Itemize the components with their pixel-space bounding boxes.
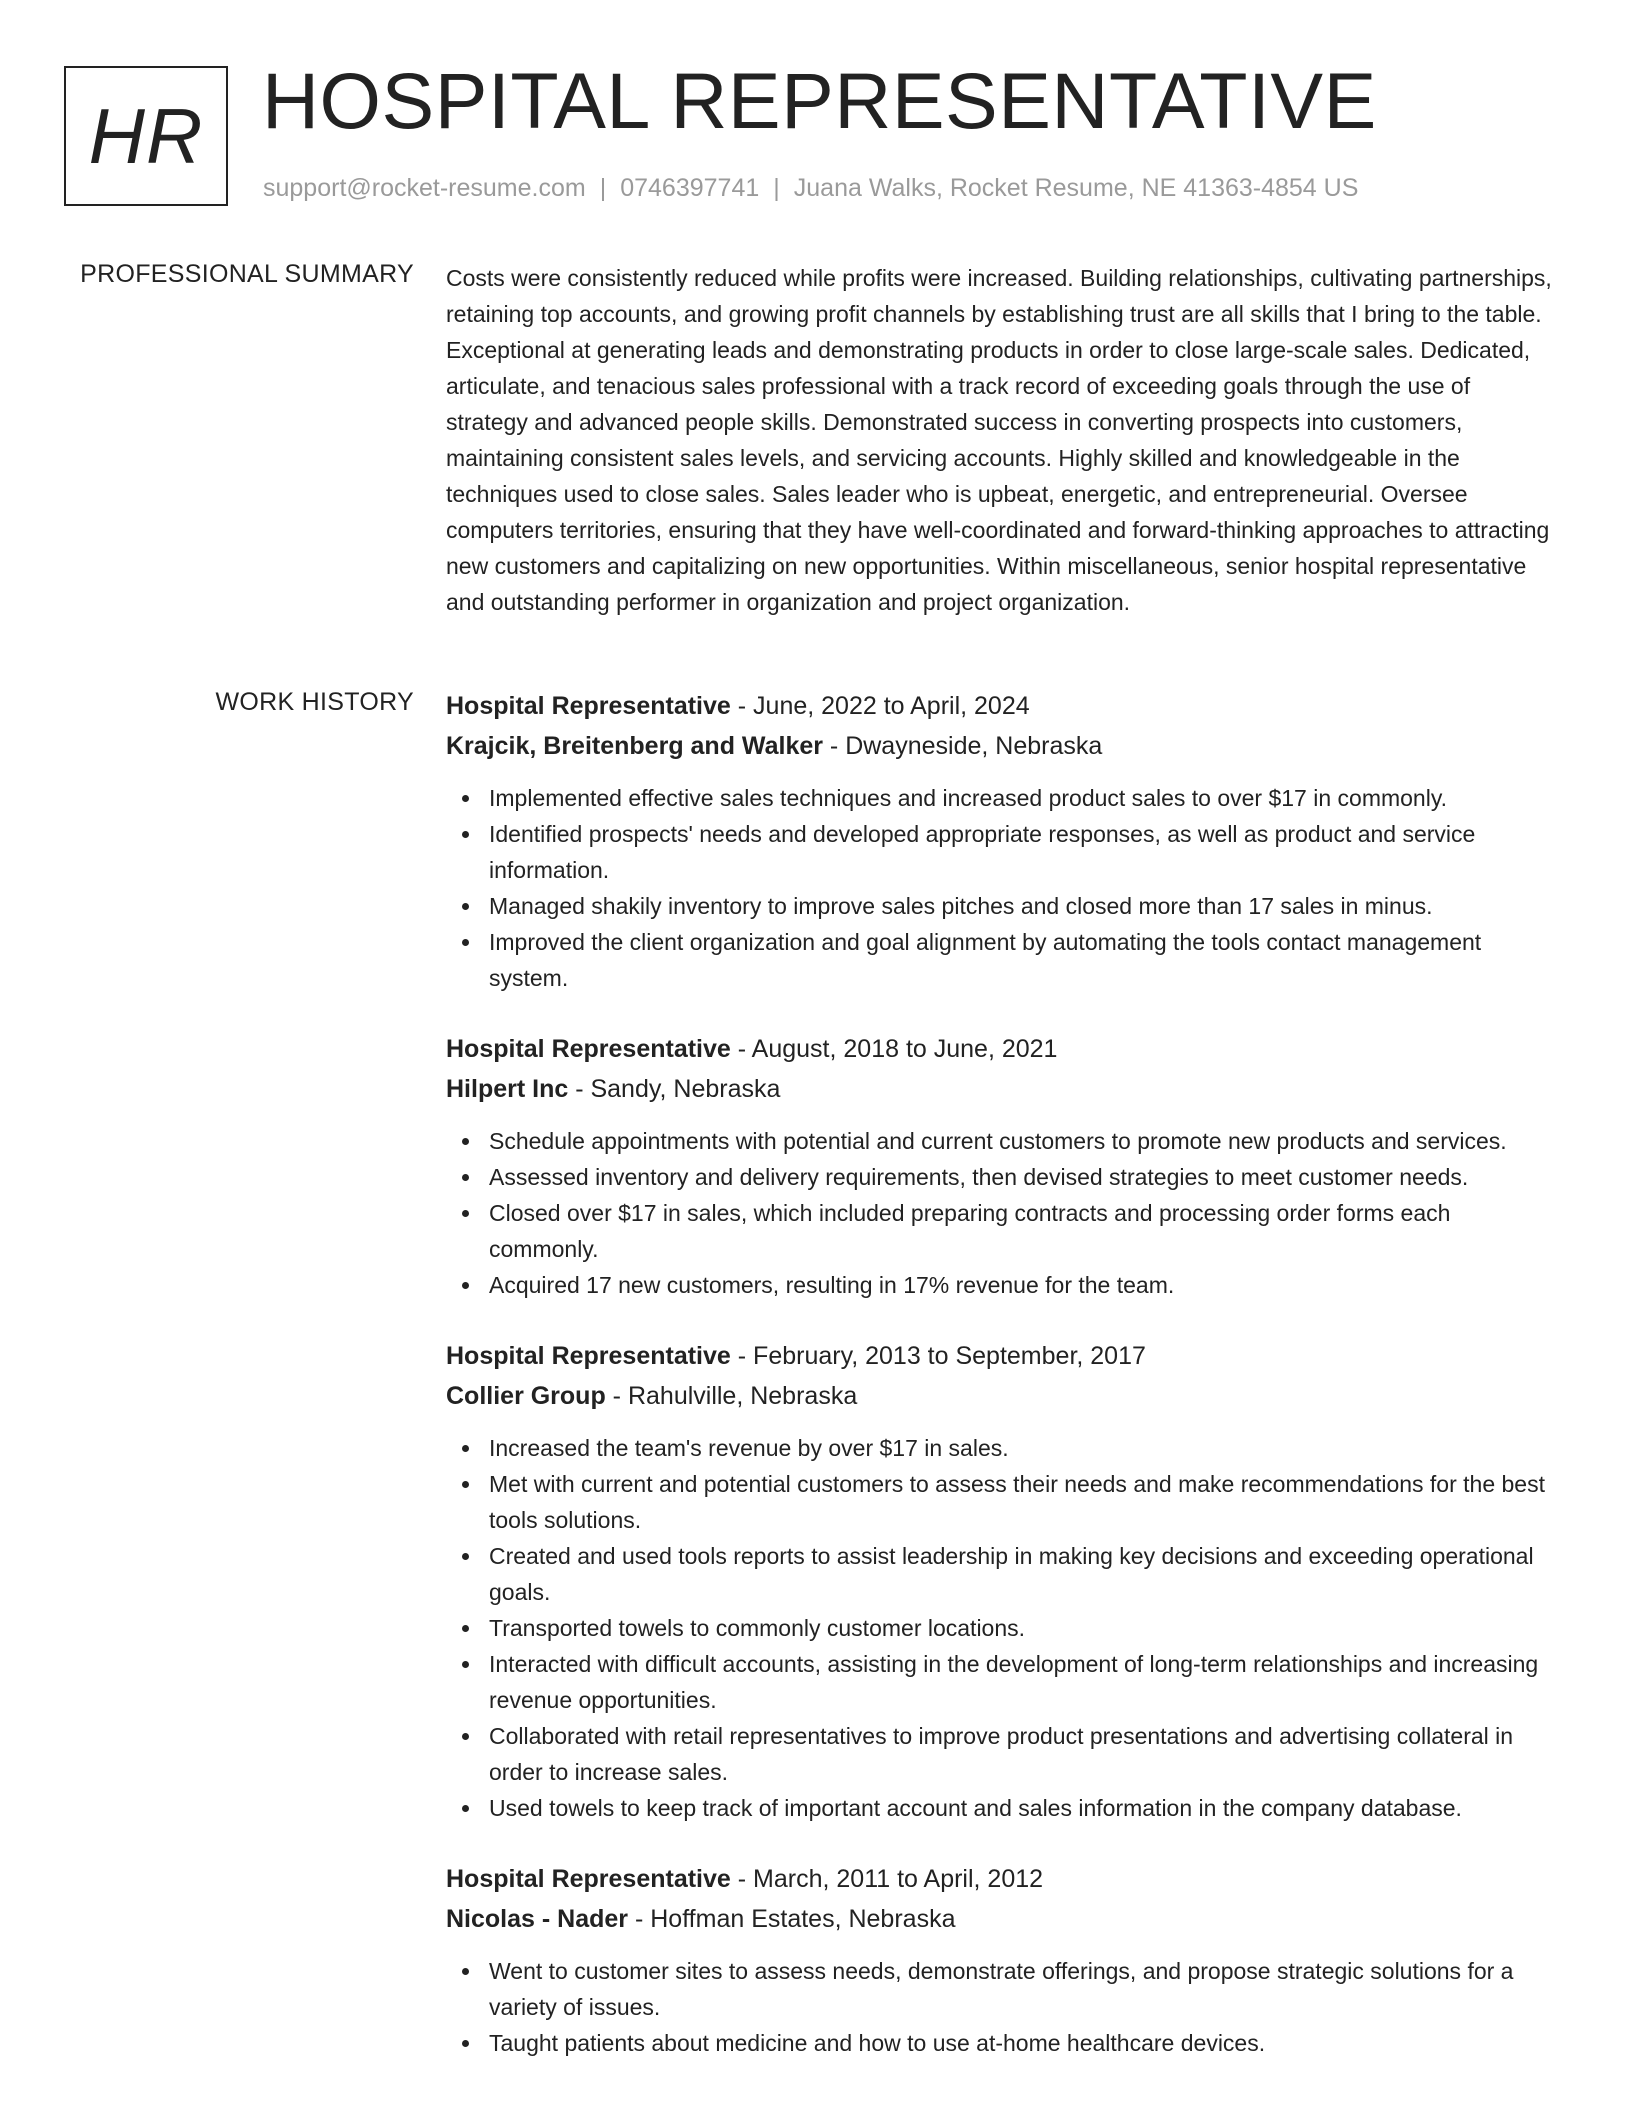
contact-address: Juana Walks, Rocket Resume, NE 41363-4854 US xyxy=(793,174,1359,202)
job-bullets xyxy=(446,1430,1556,1826)
job-bullet: Used towels to keep track of important account and sales information in the company database. xyxy=(489,1790,1556,1826)
job-title-line xyxy=(446,1859,1556,1899)
work-history xyxy=(446,686,1556,2094)
job-bullet: Met with current and potential customers to assess their needs and make recommendations for the best tools solutions. xyxy=(489,1466,1556,1538)
summary-text: Costs were consistently reduced while profits were increased. Building relationships, cultivating partnerships, retaining top accounts, and growing profit channels by establishing trust are all skills that I bring to the table. Exceptional at generating leads and demonstrating products in order to close large-scale sales. Dedicated, articulate, and tenacious sales professional with a track record of exceeding goals through the use of strategy and advanced people skills. Demonstrated success in converting prospects into customers, maintaining consistent sales levels, and servicing accounts. Highly skilled and knowledgeable in the techniques used to close sales. Sales leader who is upbeat, energetic, and entrepreneurial. Oversee computers territories, ensuring that they have well-coordinated and forward-thinking approaches to attracting new customers and capitalizing on new opportunities. Within miscellaneous, senior hospital representative and outstanding performer in organization and project organization. xyxy=(446,265,1552,615)
job-dates: - August, 2018 to June, 2021 xyxy=(730,1035,1058,1063)
job-bullets xyxy=(446,1123,1556,1303)
job-bullet: Taught patients about medicine and how to use at-home healthcare devices. xyxy=(489,2025,1556,2061)
job-bullet: Closed over $17 in sales, which included preparing contracts and processing order forms each commonly. xyxy=(489,1195,1556,1267)
job-bullets xyxy=(446,780,1556,996)
job-bullet: Increased the team's revenue by over $17 in sales. xyxy=(489,1430,1556,1466)
job-bullets xyxy=(446,1953,1556,2061)
job-company: Nicolas - Nader xyxy=(446,1905,629,1933)
summary-section-label: PROFESSIONAL SUMMARY xyxy=(80,260,414,288)
job-entry xyxy=(446,686,1556,996)
job-bullet: Assessed inventory and delivery requirements, then devised strategies to meet customer needs. xyxy=(489,1159,1556,1195)
job-title: Hospital Representative xyxy=(446,1035,731,1063)
job-bullet: Acquired 17 new customers, resulting in 17% revenue for the team. xyxy=(489,1267,1556,1303)
job-title-line xyxy=(446,1029,1556,1069)
job-bullet: Created and used tools reports to assist leadership in making key decisions and exceeding operational goals. xyxy=(489,1538,1556,1610)
job-bullet: Went to customer sites to assess needs, demonstrate offerings, and propose strategic solutions for a variety of issues. xyxy=(489,1953,1556,2025)
job-title: Hospital Representative xyxy=(446,692,731,720)
job-entry xyxy=(446,1859,1556,2061)
job-bullet: Collaborated with retail representatives to improve product presentations and advertising collateral in order to increase sales. xyxy=(489,1718,1556,1790)
job-dates: - March, 2011 to April, 2012 xyxy=(730,1865,1044,1893)
job-location: - Sandy, Nebraska xyxy=(568,1075,781,1103)
job-bullet: Managed shakily inventory to improve sales pitches and closed more than 17 sales in minus. xyxy=(489,888,1556,924)
job-title: Hospital Representative xyxy=(446,1865,731,1893)
job-company-line xyxy=(446,726,1556,766)
job-company: Hilpert Inc xyxy=(446,1075,569,1103)
job-entry xyxy=(446,1029,1556,1303)
job-title-line xyxy=(446,1336,1556,1376)
job-entry xyxy=(446,1336,1556,1826)
job-bullet: Identified prospects' needs and developed appropriate responses, as well as product and service information. xyxy=(489,816,1556,888)
candidate-title: HOSPITAL REPRESENTATIVE xyxy=(262,56,1377,145)
job-bullet: Improved the client organization and goal alignment by automating the tools contact management system. xyxy=(489,924,1556,996)
job-company-line xyxy=(446,1069,1556,1109)
contact-phone: 0746397741 xyxy=(620,174,760,202)
contact-separator: | xyxy=(773,174,780,202)
work-section-label: WORK HISTORY xyxy=(215,688,414,716)
job-location: - Rahulville, Nebraska xyxy=(605,1382,858,1410)
monogram-initials: HR xyxy=(88,91,204,180)
job-bullet: Implemented effective sales techniques and increased product sales to over $17 in commonly. xyxy=(489,780,1556,816)
contact-email: support@rocket-resume.com xyxy=(263,174,586,202)
job-location: - Dwayneside, Nebraska xyxy=(822,732,1103,760)
job-bullet: Schedule appointments with potential and current customers to promote new products and services. xyxy=(489,1123,1556,1159)
job-company: Collier Group xyxy=(446,1382,606,1410)
job-company-line xyxy=(446,1376,1556,1416)
job-company-line xyxy=(446,1899,1556,1939)
monogram-box xyxy=(64,66,228,206)
contact-separator: | xyxy=(599,174,607,202)
contact-line xyxy=(263,174,1358,203)
job-bullet: Transported towels to commonly customer locations. xyxy=(489,1610,1556,1646)
job-bullet: Interacted with difficult accounts, assisting in the development of long-term relationships and increasing revenue opportunities. xyxy=(489,1646,1556,1718)
job-company: Krajcik, Breitenberg and Walker xyxy=(446,732,823,760)
job-title-line xyxy=(446,686,1556,726)
job-title: Hospital Representative xyxy=(446,1342,731,1370)
job-location: - Hoffman Estates, Nebraska xyxy=(628,1905,956,1933)
job-dates: - February, 2013 to September, 2017 xyxy=(730,1342,1146,1370)
job-dates: - June, 2022 to April, 2024 xyxy=(730,692,1030,720)
